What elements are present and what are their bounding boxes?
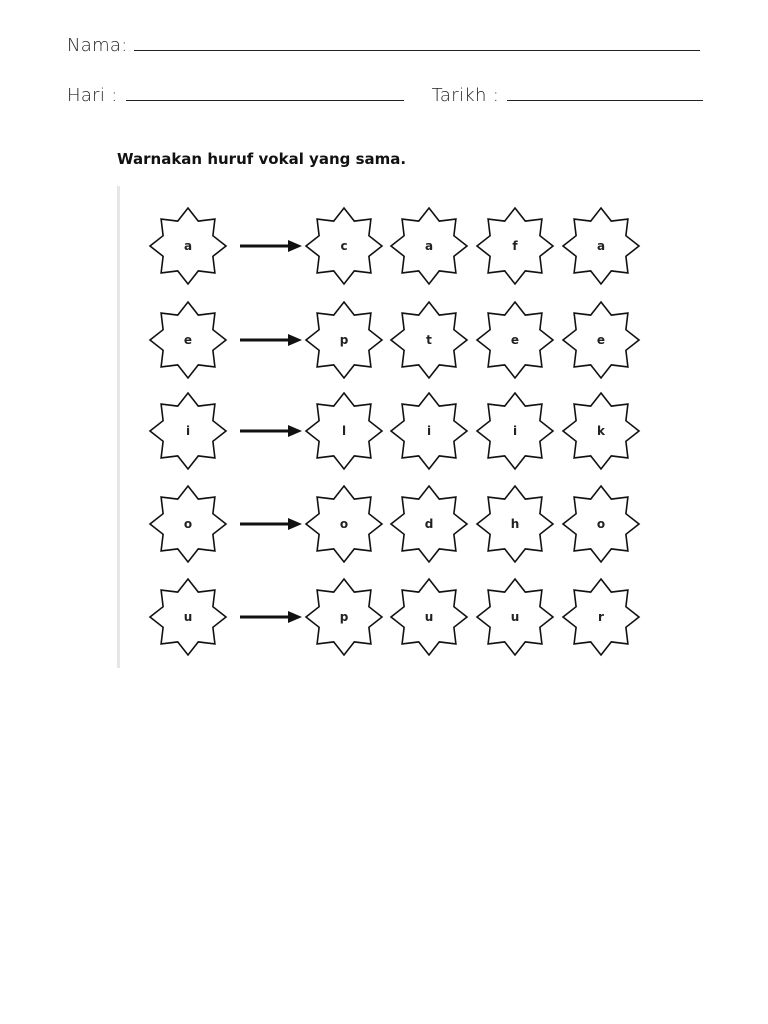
vowel-letter: e: [183, 333, 193, 347]
choice-star[interactable]: [475, 577, 555, 657]
choice-letter: p: [339, 610, 349, 624]
choice-star[interactable]: [304, 577, 384, 657]
choice-star[interactable]: [475, 391, 555, 471]
choice-letter: a: [596, 239, 606, 253]
choice-star[interactable]: [389, 391, 469, 471]
choice-letter: i: [426, 424, 432, 438]
name-line: [67, 34, 700, 56]
arrow-right-icon: [240, 239, 302, 253]
star-row: [148, 577, 648, 657]
choice-star[interactable]: [389, 484, 469, 564]
choice-letter: t: [426, 333, 432, 347]
choice-star[interactable]: [304, 484, 384, 564]
choice-letter: a: [424, 239, 434, 253]
choice-star[interactable]: [561, 300, 641, 380]
arrow-right-icon: [240, 517, 302, 531]
choice-star[interactable]: [561, 391, 641, 471]
arrow-right-icon: [240, 610, 302, 624]
choice-star[interactable]: [389, 577, 469, 657]
choice-star[interactable]: [304, 300, 384, 380]
choice-letter: c: [340, 239, 348, 253]
vowel-star-worksheet: [117, 186, 650, 668]
arrow-right-icon: [240, 424, 302, 438]
vowel-star[interactable]: [148, 206, 228, 286]
day-label: Hari :: [67, 85, 118, 106]
choice-star[interactable]: [561, 206, 641, 286]
star-row: [148, 484, 648, 564]
choice-star[interactable]: [475, 300, 555, 380]
choice-letter: e: [510, 333, 520, 347]
choice-letter: i: [512, 424, 518, 438]
choice-letter: d: [424, 517, 434, 531]
choice-letter: o: [596, 517, 606, 531]
vowel-star[interactable]: [148, 300, 228, 380]
choice-letter: e: [596, 333, 606, 347]
date-label: Tarikh :: [431, 85, 500, 106]
choice-star[interactable]: [561, 577, 641, 657]
choice-letter: p: [339, 333, 349, 347]
day-blank[interactable]: [126, 84, 404, 101]
vowel-letter: i: [185, 424, 191, 438]
vowel-letter: o: [183, 517, 193, 531]
name-label: Nama:: [67, 35, 128, 56]
choice-letter: l: [341, 424, 347, 438]
star-row: [148, 391, 648, 471]
choice-letter: k: [597, 424, 605, 438]
choice-star[interactable]: [389, 206, 469, 286]
choice-star[interactable]: [475, 206, 555, 286]
vowel-star[interactable]: [148, 391, 228, 471]
choice-star[interactable]: [561, 484, 641, 564]
choice-star[interactable]: [304, 206, 384, 286]
choice-star[interactable]: [475, 484, 555, 564]
vowel-star[interactable]: [148, 577, 228, 657]
choice-letter: u: [424, 610, 434, 624]
vowel-letter: u: [183, 610, 193, 624]
instruction-text: Warnakan huruf vokal yang sama.: [117, 150, 407, 168]
choice-star[interactable]: [389, 300, 469, 380]
choice-letter: f: [512, 239, 518, 253]
choice-star[interactable]: [304, 391, 384, 471]
choice-letter: r: [598, 610, 604, 624]
choice-letter: o: [339, 517, 349, 531]
star-row: [148, 206, 648, 286]
choice-letter: h: [510, 517, 520, 531]
arrow-right-icon: [240, 333, 302, 347]
name-blank[interactable]: [134, 34, 700, 51]
star-row: [148, 300, 648, 380]
vowel-star[interactable]: [148, 484, 228, 564]
date-blank[interactable]: [507, 84, 703, 101]
day-date-line: [67, 84, 703, 106]
choice-letter: u: [510, 610, 520, 624]
vowel-letter: a: [183, 239, 193, 253]
